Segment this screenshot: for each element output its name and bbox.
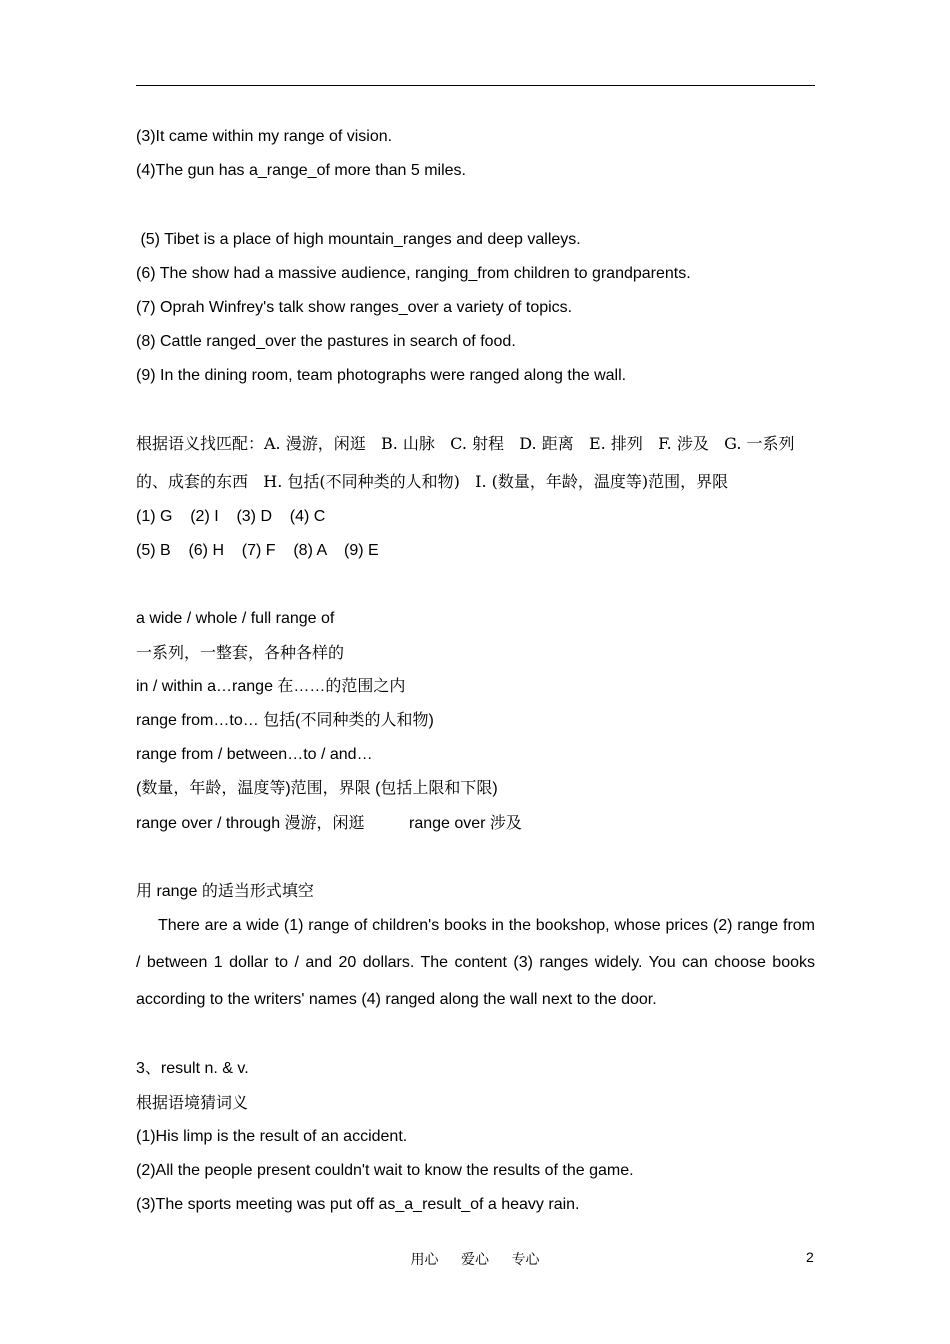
example-line: (6) The show had a massive audience, ranging_from children to grandparents. bbox=[136, 265, 691, 282]
header-rule bbox=[136, 85, 815, 86]
match-answers: (5) B (6) H (7) F (8) A (9) E bbox=[136, 542, 379, 559]
exercise-paragraph-text: There are a wide (1) range of children's books in the bookshop, whose prices (2) range from / between 1 dollar to / and 20 dollars. The content (3) ranges widely. You can choose books according to the writers' names (4) ranged along the wall next to the door. bbox=[136, 917, 815, 1008]
phrase-line: 一系列，一整套，各种各样的 bbox=[136, 643, 345, 662]
match-answers: (1) G (2) I (3) D (4) C bbox=[136, 508, 326, 525]
phrase-line: range from…to… 包括(不同种类的人和物) bbox=[136, 712, 434, 729]
example-line: (1)His limp is the result of an accident. bbox=[136, 1128, 408, 1145]
example-line: (3)It came within my range of vision. bbox=[136, 128, 393, 145]
section-title: 3、result n. & v. bbox=[136, 1060, 249, 1077]
example-line: (5) Tibet is a place of high mountain_ranges and deep valleys. bbox=[136, 231, 581, 248]
phrase-line: range over / through 漫游，闲逛 range over 涉及 bbox=[136, 815, 522, 832]
exercise-heading: 用 range 的适当形式填空 bbox=[136, 883, 314, 900]
phrase-line: (数量，年龄，温度等)范围，界限 (包括上限和下限) bbox=[136, 780, 498, 797]
match-instruction: 根据语义找匹配：A. 漫游，闲逛 B. 山脉 C. 射程 D. 距离 E. 排列 F. 涉及 G. 一系列 bbox=[136, 434, 795, 453]
page-number: 2 bbox=[806, 1249, 814, 1265]
example-line: (8) Cattle ranged_over the pastures in search of food. bbox=[136, 333, 516, 350]
footer-motto-word: 爱心 bbox=[461, 1252, 489, 1268]
footer-motto-word: 用心 bbox=[410, 1252, 439, 1268]
section-subtitle: 根据语境猜词义 bbox=[136, 1093, 249, 1112]
example-line: (3)The sports meeting was put off as_a_result_of a heavy rain. bbox=[136, 1196, 580, 1213]
phrase-line: a wide / whole / full range of bbox=[136, 610, 335, 627]
example-line: (7) Oprah Winfrey's talk show ranges_over a variety of topics. bbox=[136, 299, 573, 316]
exercise-paragraph bbox=[136, 907, 815, 1018]
example-line: (2)All the people present couldn't wait to know the results of the game. bbox=[136, 1162, 634, 1179]
footer-motto-word: 专心 bbox=[511, 1252, 540, 1268]
example-line: (9) In the dining room, team photographs were ranged along the wall. bbox=[136, 367, 627, 384]
phrase-line: range from / between…to / and… bbox=[136, 746, 373, 763]
match-instruction-cont: 的、成套的东西 H. 包括(不同种类的人和物) I. (数量，年龄，温度等)范围，界限 bbox=[136, 472, 729, 491]
example-line: (4)The gun has a_range_of more than 5 miles. bbox=[136, 162, 466, 179]
phrase-line: in / within a…range 在……的范围之内 bbox=[136, 678, 406, 695]
